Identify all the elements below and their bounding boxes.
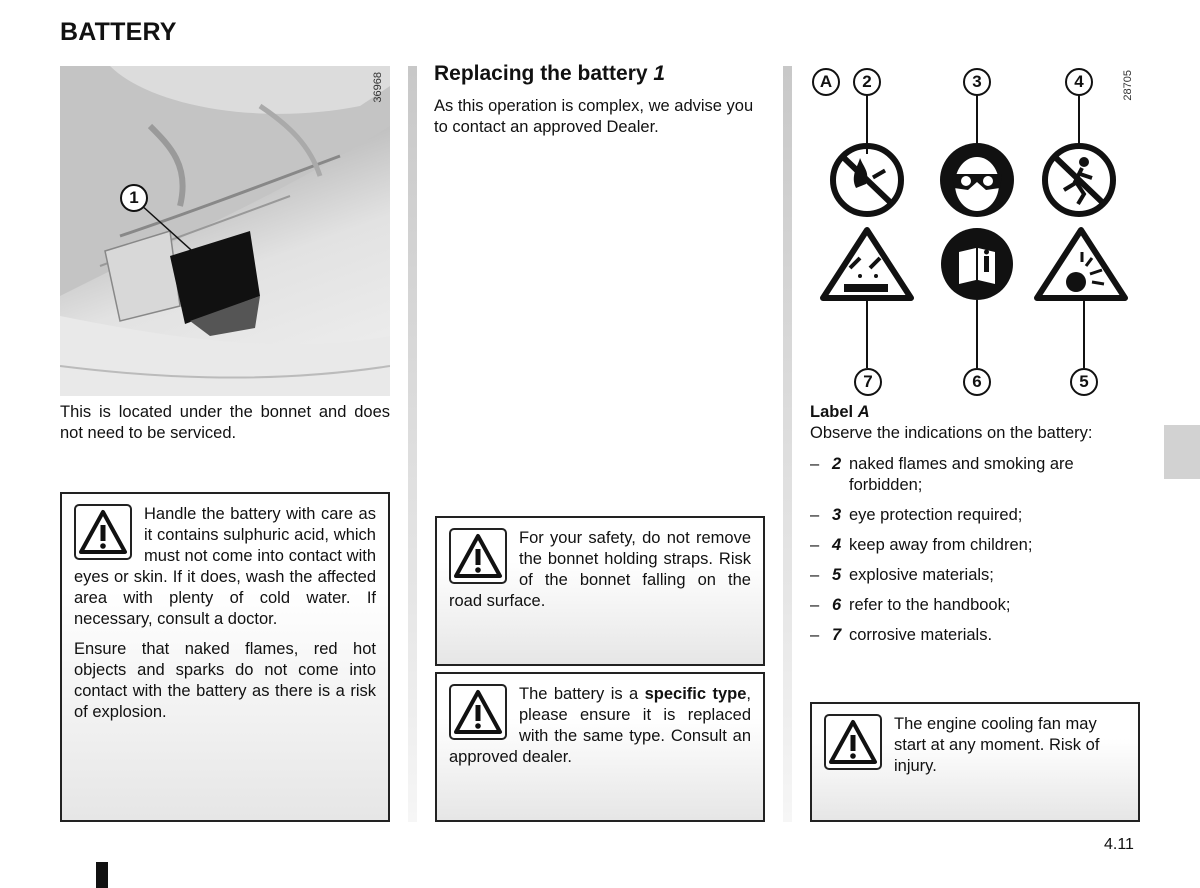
battery-label-figure (810, 62, 1140, 398)
warning-triangle-icon (74, 504, 132, 560)
callout-1: 1 (120, 184, 148, 212)
eye-protection-icon (940, 143, 1014, 217)
warning-triangle-icon (824, 714, 882, 770)
list-item: – 6 refer to the handbook; (810, 596, 1011, 614)
bonnet-straps-warning-text: For your safety, do not remove the bonnet holding straps. Risk of the bonnet falling on the road surface. (449, 529, 751, 610)
acid-warning-box (60, 492, 390, 822)
list-item: – 7 corrosive materials. (810, 626, 993, 644)
label-title-text: Label (810, 403, 854, 421)
list-item-text: keep away from children; (849, 536, 1033, 554)
dealer-advice-text: As this operation is complex, we advise you to contact an approved Dealer. (434, 97, 754, 136)
warning-triangle-icon (449, 528, 507, 584)
list-item-text: corrosive materials. (849, 626, 993, 644)
label-callout-4: 4 (1065, 68, 1093, 96)
explosive-icon (1037, 230, 1125, 298)
engine-bay-photo (60, 66, 390, 396)
list-item-number: 2 (832, 455, 842, 473)
list-item: – 2 naked flames and smoking are forbidden; (810, 455, 1074, 494)
bonnet-straps-warning-box (435, 516, 765, 666)
no-flames-icon (833, 146, 901, 214)
cooling-fan-warning-text: The engine cooling fan may start at any moment. Risk of injury. (894, 715, 1100, 775)
warning-triangle-icon (449, 684, 507, 740)
list-item: – 4 keep away from children; (810, 536, 1033, 554)
label-indications-list (810, 454, 1140, 646)
battery-type-text-start: The battery is a (519, 685, 645, 703)
label-title-letter: A (857, 403, 870, 421)
page-number: 4.11 (1104, 836, 1134, 853)
list-item-number: 6 (832, 596, 842, 614)
list-item: – 5 explosive materials; (810, 566, 994, 584)
engine-bay-illustration (60, 66, 390, 396)
acid-warning-text: Handle the battery with care as it contains sulphuric acid, which must not come into contact with eyes or skin. If it does, wash the affected area with plenty of cold water. If necessary, consult a doctor. (74, 505, 376, 628)
label-legend (810, 402, 1140, 655)
battery-type-emphasis: specific type (644, 685, 747, 703)
list-item-number: 3 (832, 506, 842, 524)
keep-away-children-icon (1045, 146, 1113, 214)
label-title (810, 402, 1140, 423)
crop-mark (96, 862, 108, 888)
section-heading-text: Replacing the battery (434, 62, 648, 85)
chapter-tab (1164, 425, 1200, 479)
label-callout-A: A (812, 68, 840, 96)
section-heading-number: 1 (653, 62, 666, 85)
explosion-warning-text: Ensure that naked flames, red hot objects and sparks do not come into contact with the battery as there is a risk of explosion. (74, 640, 376, 721)
corrosive-icon (823, 230, 911, 298)
label-callout-5: 5 (1070, 368, 1098, 396)
cooling-fan-warning-box (810, 702, 1140, 822)
label-intro: Observe the indications on the battery: (810, 424, 1093, 442)
list-item: – 3 eye protection required; (810, 506, 1023, 524)
battery-location-text: This is located under the bonnet and does not need to be serviced. (60, 403, 390, 442)
label-callout-6: 6 (963, 368, 991, 396)
column-separator (408, 66, 417, 822)
list-item-text: refer to the handbook; (849, 596, 1011, 614)
figure-reference-number: 28705 (1122, 70, 1134, 101)
list-item-text: eye protection required; (849, 506, 1023, 524)
battery-type-warning-box (435, 672, 765, 822)
column-separator (783, 66, 792, 822)
figure-reference-number: 36968 (372, 72, 384, 103)
page-title: BATTERY (60, 18, 177, 46)
label-callout-7: 7 (854, 368, 882, 396)
list-item-text: explosive materials; (849, 566, 994, 584)
label-callout-3: 3 (963, 68, 991, 96)
list-item-number: 5 (832, 566, 842, 584)
label-callout-2: 2 (853, 68, 881, 96)
battery-type-text-end: , please ensure it is replaced with the same type. Consult an approved dealer. (449, 685, 751, 766)
list-item-number: 4 (832, 536, 842, 554)
list-item-text: naked flames and smoking are forbidden; (849, 455, 1074, 494)
list-item-number: 7 (832, 626, 842, 644)
section-heading (434, 62, 665, 86)
handbook-icon (941, 228, 1013, 300)
